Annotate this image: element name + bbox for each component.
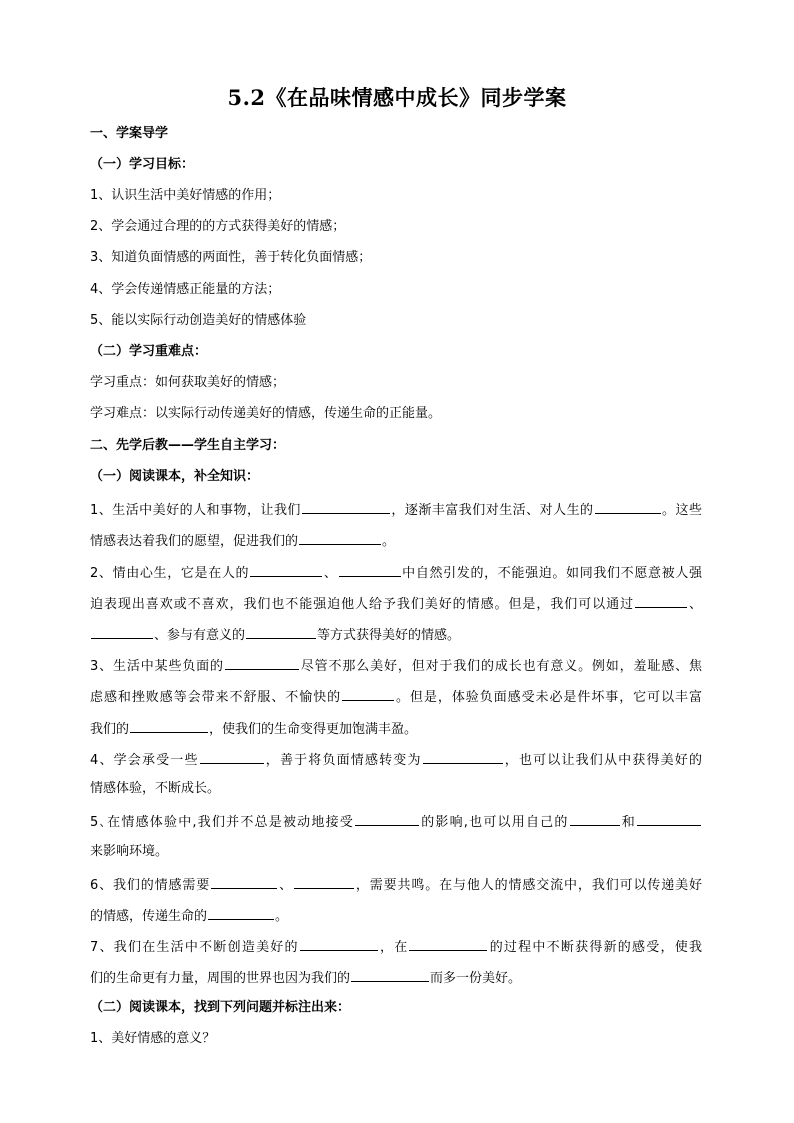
answer-blank[interactable] (299, 531, 381, 545)
key-point-text: 学习重点：如何获取美好的情感； (90, 375, 286, 390)
answer-blank[interactable] (130, 719, 208, 733)
answer-blank[interactable] (211, 875, 277, 889)
subheading-find-mark: （二）阅读课本，找到下列问题并标注出来： (90, 1000, 351, 1015)
question-4-line-1: 4、学会承受一些 ，善于将负面情感转变为 ，也可以让我们从中获得美好的 (90, 750, 702, 769)
subheading-key-points: （二）学习重难点： (90, 344, 208, 359)
answer-blank[interactable] (342, 687, 394, 701)
question-7-line-2: 们的生命更有力量，周围的世界也因为我们的 而多一份美好。 (90, 968, 702, 987)
answer-blank[interactable] (409, 937, 487, 951)
answer-blank[interactable] (200, 750, 264, 764)
answer-blank[interactable] (355, 812, 419, 826)
question-1-line-1: 1、生活中美好的人和事物，让我们 ，逐渐丰富我们对生活、对人生的 。这些 (90, 500, 702, 519)
difficult-point-text: 学习难点：以实际行动传递美好的情感，传递生命的正能量。 (90, 406, 442, 421)
answer-blank[interactable] (637, 812, 701, 826)
question-3-line-2: 虑感和挫败感等会带来不舒服、不愉快的 。但是，体验负面感受未必是件坏事，它可以丰富 (90, 687, 702, 706)
answer-blank[interactable] (208, 906, 274, 920)
question-6-line-2: 的情感，传递生命的 。 (90, 906, 702, 925)
question-7-line-1: 7、我们在生活中不断创造美好的 ，在 的过程中不断获得新的感受，使我 (90, 937, 702, 956)
question-5-line-2: 来影响环境。 (90, 844, 169, 859)
answer-blank[interactable] (225, 656, 299, 670)
subheading-objectives: （一）学习目标： (90, 157, 195, 172)
goal-item: 4、学会传递情感正能量的方法； (90, 282, 281, 297)
answer-blank[interactable] (300, 937, 378, 951)
goal-item: 3、知道负面情感的两面性，善于转化负面情感； (90, 250, 372, 265)
answer-blank[interactable] (339, 563, 401, 577)
answer-blank[interactable] (294, 875, 354, 889)
answer-blank[interactable] (570, 812, 620, 826)
answer-blank[interactable] (246, 625, 316, 639)
question-6-line-1: 6、我们的情感需要 、 ，需要共鸣。在与他人的情感交流中，我们可以传递美好 (90, 875, 702, 894)
answer-blank[interactable] (91, 625, 153, 639)
question-3-line-3: 我们的 ，使我们的生命变得更加饱满丰盈。 (90, 719, 702, 738)
section-heading-guide: 一、学案导学 (90, 126, 169, 141)
question-3-line-1: 3、生活中某些负面的 尽管不那么美好，但对于我们的成长也有意义。例如，羞耻感、焦 (90, 656, 702, 675)
question-4-line-2: 情感体验，不断成长。 (90, 781, 221, 796)
question-5-line-1: 5､在情感体验中,我们并不总是被动地接受 的影响,也可以用自己的 和 (90, 812, 702, 831)
answer-blank[interactable] (635, 594, 687, 608)
subheading-fill-blanks: （一）阅读课本，补全知识： (90, 469, 260, 484)
question-2-line-1: 2、情由心生，它是在人的 、 中自然引发的，不能强迫。如同我们不愿意被人强 (90, 563, 702, 582)
question-2-line-2: 迫表现出喜欢或不喜欢，我们也不能强迫他人给予我们美好的情感。但是，我们可以通过 、 (90, 594, 702, 613)
answer-blank[interactable] (595, 500, 661, 514)
section-heading-self-study: 二、先学后教——学生自主学习： (90, 438, 286, 453)
question-2-line-3: 、参与有意义的 等方式获得美好的情感。 (90, 625, 702, 644)
goal-item: 1、认识生活中美好情感的作用； (90, 188, 281, 203)
document-title: 5.2《在品味情感中成长》同步学案 (227, 85, 567, 110)
answer-blank[interactable] (423, 750, 503, 764)
question-1-line-2: 情感表达着我们的愿望，促进我们的 。 (90, 531, 702, 550)
goal-item: 2、学会通过合理的的方式获得美好的情感； (90, 219, 346, 234)
goal-item: 5、能以实际行动创造美好的情感体验 (90, 313, 307, 328)
answer-blank[interactable] (351, 968, 429, 982)
answer-blank[interactable] (302, 500, 390, 514)
question-meaning: 1、美好情感的意义？ (90, 1031, 216, 1046)
answer-blank[interactable] (250, 563, 322, 577)
